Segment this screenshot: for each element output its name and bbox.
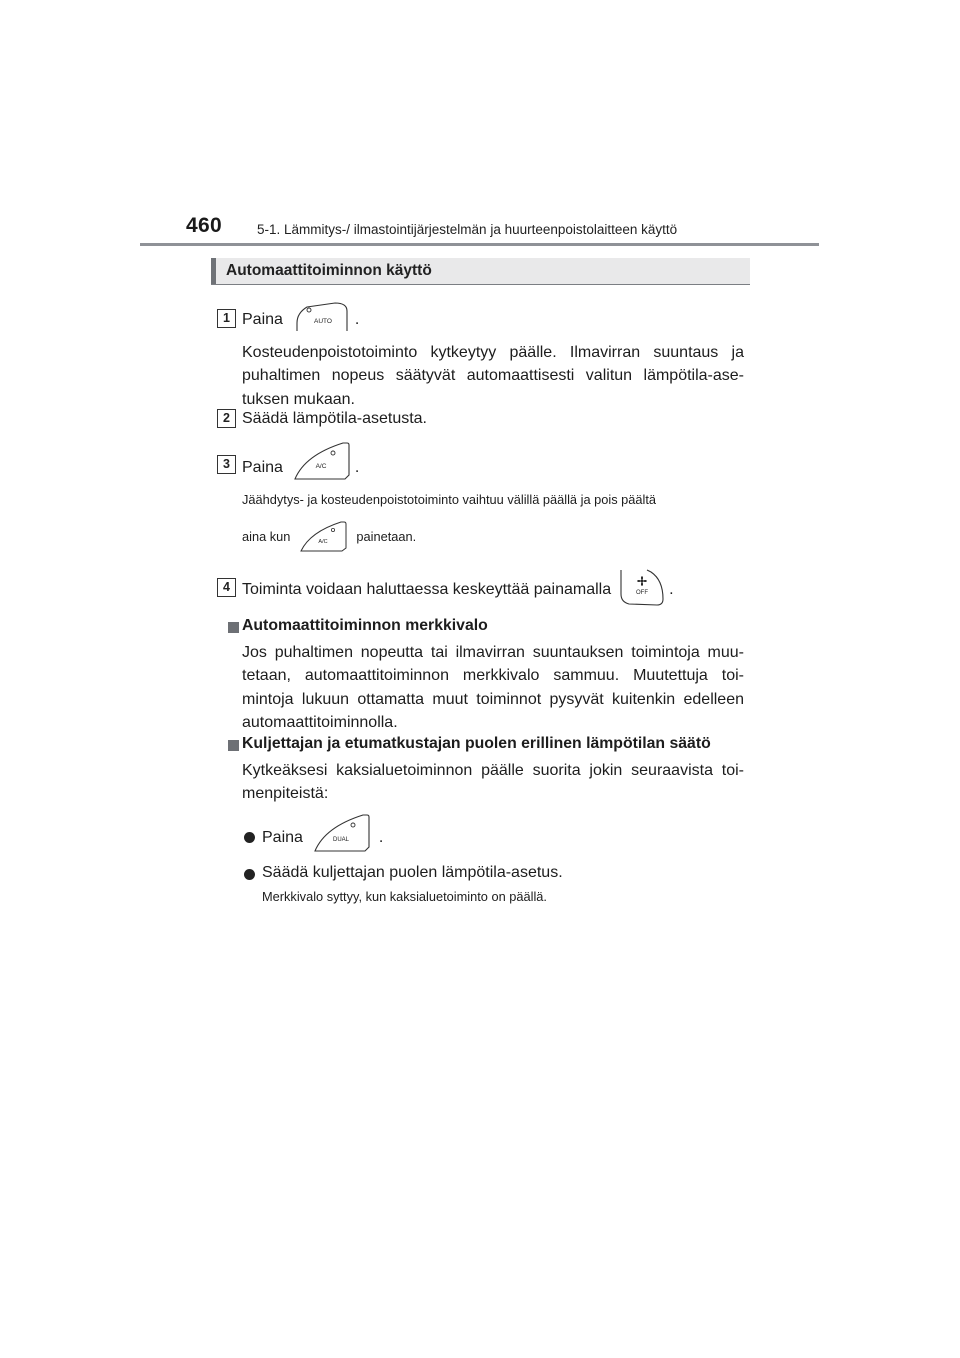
bullet-1-suffix: .	[378, 829, 384, 846]
note-1-title: Automaattitoiminnon merkkivalo	[242, 617, 488, 634]
step-1-suffix: .	[354, 311, 360, 328]
ac-button-label: A/C	[315, 463, 327, 470]
note-2-text: Kytkeäksesi kaksialuetoiminnon päälle suorita jokin seuraavista toi- menpiteistä:	[242, 762, 744, 803]
step-4-text: Toiminta voidaan haluttaessa keskeyttää painamalla	[242, 581, 612, 598]
step-3-text: Paina	[242, 459, 283, 476]
step-1-instruction	[242, 308, 359, 332]
step-1-text: Paina	[242, 311, 283, 328]
bullet-1-instruction	[262, 826, 383, 850]
off-button-label: OFF	[636, 590, 649, 596]
step-number-2: 2	[217, 409, 236, 428]
step-4-suffix: .	[669, 581, 674, 598]
step-2-text: Säädä lämpötila-asetusta.	[242, 410, 427, 427]
ac-button-small-label: A/C	[318, 539, 328, 545]
auto-button-icon	[291, 301, 353, 333]
ac-button-icon	[291, 441, 353, 481]
step-number-4: 4	[217, 578, 236, 597]
step-3-note-suffix: painetaan.	[356, 529, 417, 544]
step-3-instruction	[242, 456, 359, 480]
ac-button-small-icon	[298, 521, 350, 553]
step-3-note-prefix: aina kun	[242, 529, 291, 544]
header-divider	[140, 243, 819, 246]
note-2-title: Kuljettajan ja etumatkustajan puolen erillinen lämpötilan säätö	[242, 735, 711, 752]
note-2-marker	[228, 740, 239, 751]
off-button-icon	[617, 568, 667, 608]
chapter-title: 5-1. Lämmitys-/ ilmastointijärjestelmän ja huurteenpoistolaitteen käyttö	[257, 222, 678, 237]
fan-icon	[637, 576, 647, 586]
section-title-bar	[211, 258, 750, 285]
bullet-2-marker	[244, 869, 255, 880]
bullet-1-marker	[244, 832, 255, 843]
step-number-3: 3	[217, 455, 236, 474]
page-number: 460	[186, 214, 222, 237]
step-1-description: Kosteudenpoistotoiminto kytkeytyy päälle. Ilmavirran suuntaus ja puhaltimen nopeus säätyvät automaattisesti valitun lämpötila-ase- tuksen mukaan.	[242, 344, 744, 408]
bullet-2-text: Säädä kuljettajan puolen lämpötila-asetus.	[262, 864, 563, 881]
bullet-1-text: Paina	[262, 829, 303, 846]
step-4-instruction	[242, 578, 674, 602]
bullet-2-subnote: Merkkivalo syttyy, kun kaksialuetoiminto on päällä.	[262, 889, 547, 904]
section-title: Automaattitoiminnon käyttö	[226, 262, 432, 279]
dual-button-icon	[311, 813, 375, 855]
step-3-note: Jäähdytys- ja kosteudenpoistotoiminto vaihtuu välillä päällä ja pois päältä	[242, 492, 657, 507]
step-number-1: 1	[217, 309, 236, 328]
note-1-text: Jos puhaltimen nopeutta tai ilmavirran suuntauksen toimintoja muu- tetaan, automaattitoiminnon merkkivalo sammuu. Muutettuja toi- mintoja lukuun ottamatta muut toiminnot pysyvät kuitenkin edelleen automaattitoiminnolla.	[242, 644, 744, 731]
section-accent	[211, 258, 216, 284]
step-3-note-line-2	[242, 521, 744, 553]
note-1-marker	[228, 622, 239, 633]
auto-button-label: AUTO	[313, 318, 332, 325]
dual-button-label: DUAL	[332, 837, 349, 843]
step-3-suffix: .	[354, 459, 360, 476]
